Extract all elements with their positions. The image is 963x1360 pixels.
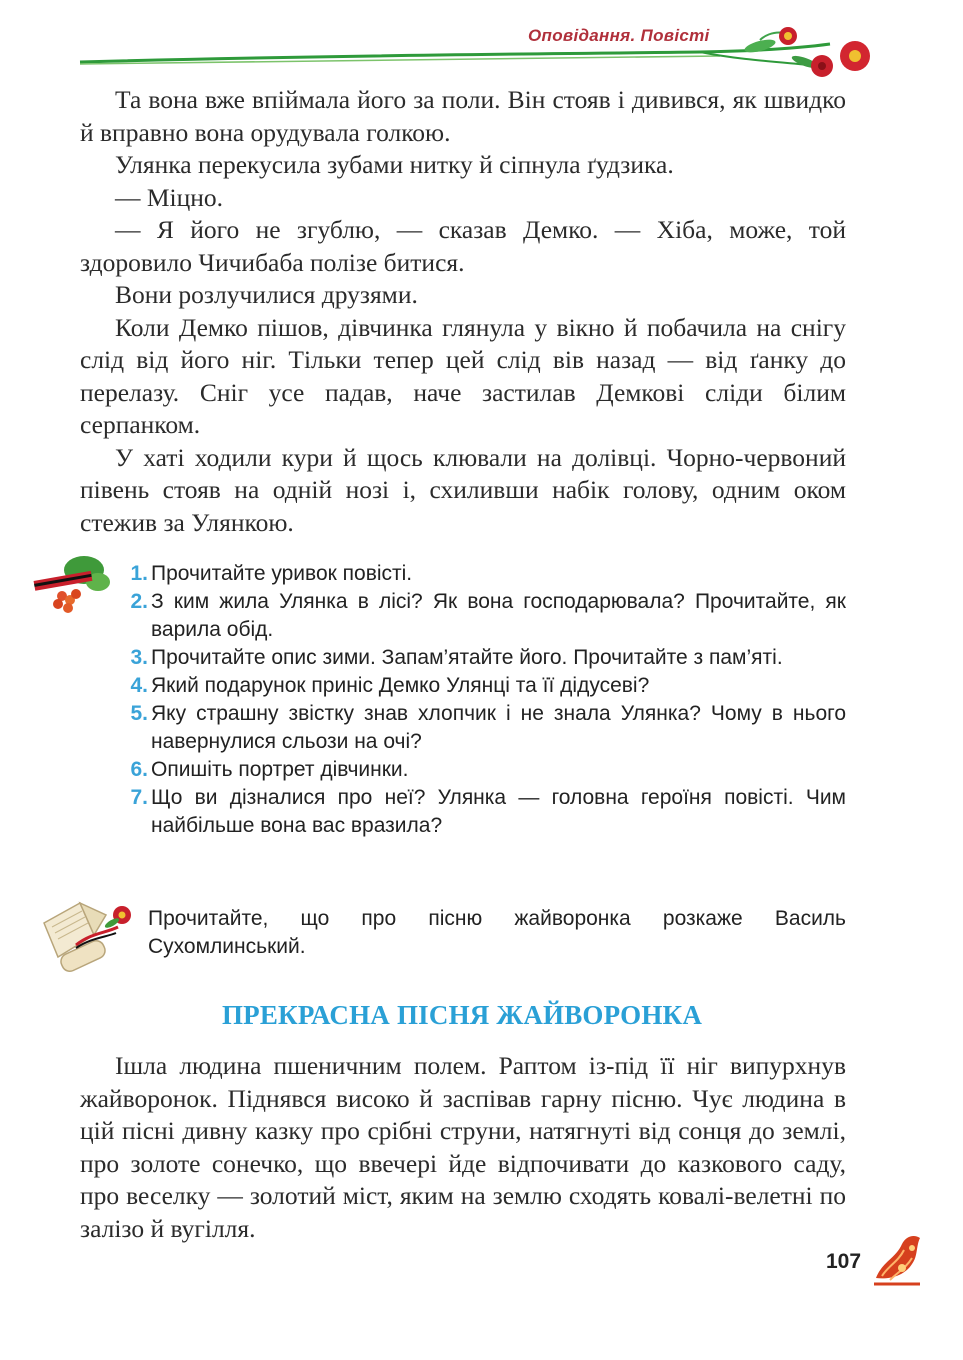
question-text: Який подарунок приніс Демко Улянці та її дідусеві? (151, 674, 650, 697)
flower-stem-icon (0, 0, 963, 90)
page-header (0, 0, 963, 90)
viburnum-embroidery-icon (32, 552, 112, 616)
question-text: Прочитайте опис зими. Запам’ятайте його. Прочитайте з пам’яті. (151, 646, 783, 669)
list-item (118, 756, 846, 784)
question-number: 6. (130, 758, 148, 781)
reading-task: Прочитайте, що про пісню жайворонка розкаже Василь Сухомлинський. (148, 907, 846, 958)
corner-ornament-icon (872, 1232, 924, 1290)
question-number: 1. (130, 562, 148, 585)
list-item (118, 644, 846, 672)
story-text (80, 84, 846, 539)
question-number: 3. (130, 646, 148, 669)
section-title: Оповідання. Повісті (528, 26, 710, 45)
question-text: З ким жила Улянка в лісі? Як вона господарювала? Прочитайте, як варила обід. (151, 590, 846, 641)
paragraph: У хаті ходили кури й щось клювали на долівці. Чорно-червоний півень стояв на одній нозі і, схиливши набік голову, одним оком стежив за Улянкою. (80, 442, 846, 537)
book-quill-icon (36, 893, 136, 973)
list-item (118, 560, 846, 588)
question-text: Яку страшну звістку знав хлопчик і не знала Улянка? Чому в нього навернулися сльози на очі? (151, 702, 846, 753)
question-list (118, 560, 846, 840)
paragraph: Коли Демко пішов, дівчинка глянула у вікно й побачила на снігу слід від його ніг. Тільки тепер цей слід вів назад — від ґанку до перелазу. Сніг усе падав, наче застилав Демкові сліди білим серпанком. (80, 312, 846, 439)
story-text (80, 1050, 846, 1245)
paragraph: — Я його не згублю, — сказав Демко. — Хіба, може, той здоровило Чичибаба полізе битися. (80, 215, 846, 277)
question-number: 7. (130, 786, 148, 809)
question-text: Що ви дізналися про неї? Улянка — головна героїня повісті. Чим найбільше вона вас вразила? (151, 786, 846, 837)
question-text: Прочитайте уривок повісті. (151, 562, 413, 585)
paragraph: Та вона вже впіймала його за поли. Він стояв і дивився, як швидко й вправно вона орудувала голкою. (80, 85, 846, 147)
paragraph: Улянка перекусила зубами нитку й сіпнула ґудзика. (115, 150, 674, 179)
paragraph: — Міцно. (115, 182, 224, 212)
paragraph: Вони розлучилися друзями. (115, 280, 418, 309)
story-title: ПРЕКРАСНА ПІСНЯ ЖАЙВОРОНКА (221, 1000, 703, 1030)
question-text: Опишіть портрет дівчинки. (151, 758, 409, 781)
question-number: 5. (130, 702, 148, 725)
list-item (118, 672, 846, 700)
question-number: 4. (130, 674, 148, 697)
paragraph: Ішла людина пшеничним полем. Раптом із-під її ніг випурхнув жайворонок. Піднявся високо й заспівав гарну пісню. Чує людина в цій пісні дивну казку про срібні струни, натягнуті від сонця до землі, про золоте сонечко, що ввечері йде відпочивати до казкового саду, про веселку — золотий міст, яким на землю сходять ковалі-велетні по залізо й вугілля. (80, 1051, 846, 1243)
list-item (118, 588, 846, 644)
page-number: 107 (826, 1250, 862, 1273)
list-item (118, 700, 846, 756)
list-item (118, 784, 846, 840)
question-number: 2. (130, 590, 148, 613)
